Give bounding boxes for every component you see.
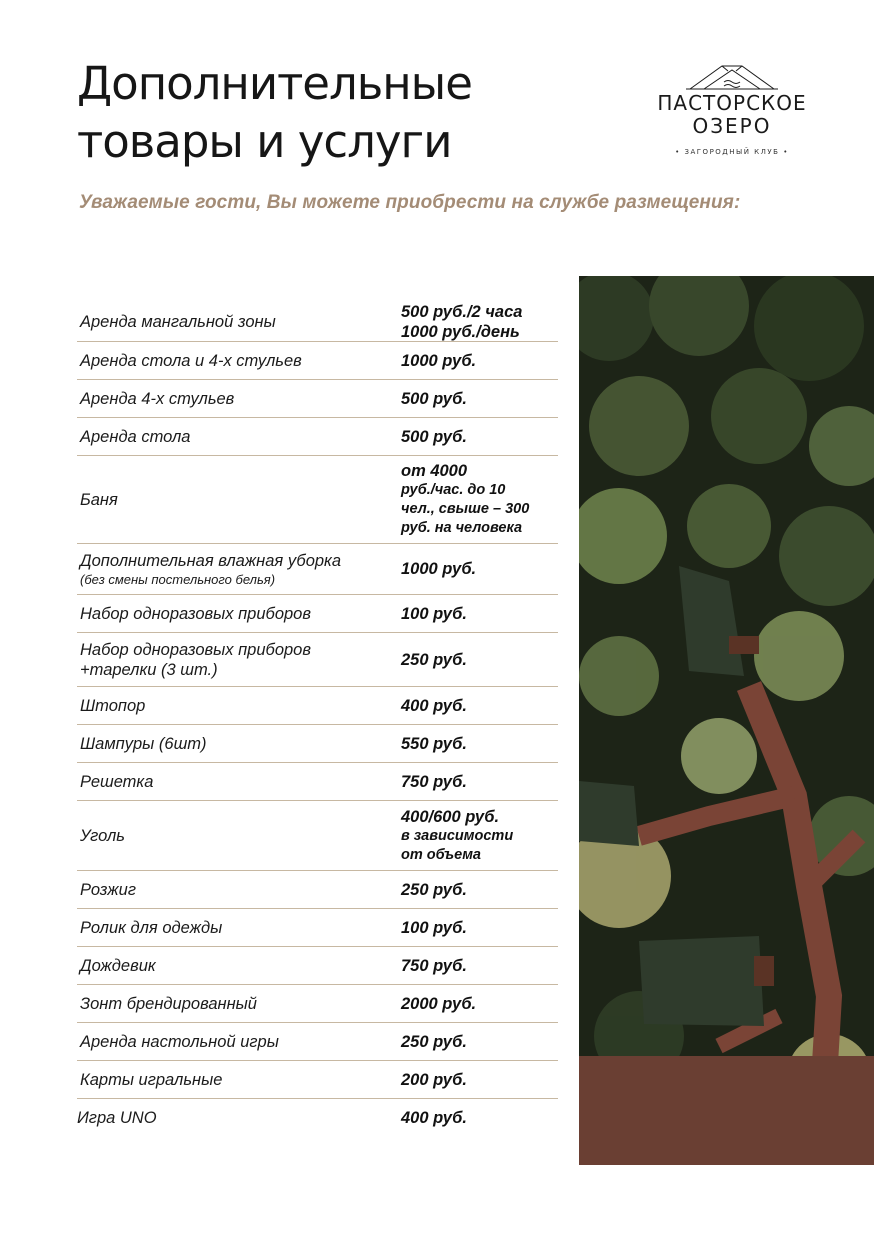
title-line-2: товары и услуги — [77, 115, 452, 168]
item-price: 250 руб. — [401, 1032, 467, 1051]
item-name: Решетка — [80, 772, 154, 791]
table-row — [77, 985, 558, 1023]
item-price: 100 руб. — [401, 918, 467, 937]
page-subtitle: Уважаемые гости, Вы можете приобрести на службе размещения: — [79, 192, 741, 213]
logo-name-line-1: ПАСТОРСКОЕ — [657, 91, 807, 115]
aerial-forest-photo — [579, 276, 874, 1165]
item-name: Аренда стола и 4-х стульев — [80, 351, 302, 370]
brand-logo — [652, 62, 812, 172]
item-name: Игра UNO — [77, 1109, 157, 1127]
item-price: от 4000 руб./час. до 10 чел., свыше – 300 руб. на человека — [401, 462, 530, 536]
price-table — [77, 303, 558, 1137]
logo-name-line-2: ОЗЕРО — [692, 114, 772, 138]
item-name: Розжиг — [80, 880, 136, 899]
table-row — [77, 342, 558, 380]
item-name: Ролик для одежды — [80, 918, 223, 937]
table-row — [77, 456, 558, 544]
item-name: Аренда 4-х стульев — [80, 389, 235, 408]
item-name: Набор одноразовых приборов — [80, 604, 311, 623]
page-title — [77, 55, 597, 171]
item-price: 500 руб. — [401, 427, 467, 446]
item-price: 750 руб. — [401, 772, 467, 791]
table-row — [77, 595, 558, 633]
table-row — [77, 633, 558, 687]
item-name: Аренда мангальной зоны — [80, 313, 276, 331]
table-row — [77, 1023, 558, 1061]
item-name: Зонт брендированный — [80, 994, 257, 1013]
table-row — [77, 725, 558, 763]
item-price: 250 руб. — [401, 880, 467, 899]
item-price: 400 руб. — [401, 1109, 467, 1127]
cabin-logo-icon — [684, 62, 780, 90]
item-price: 500 руб./2 часа 1000 руб./день — [401, 303, 523, 341]
table-row — [77, 380, 558, 418]
item-price: 100 руб. — [401, 604, 467, 623]
item-name: Уголь — [80, 826, 125, 845]
table-row — [77, 1061, 558, 1099]
item-name: Дождевик — [80, 956, 156, 975]
item-price: 1000 руб. — [401, 560, 477, 578]
item-name: Баня — [80, 490, 118, 509]
item-note: (без смены постельного белья) — [80, 571, 276, 587]
item-name: Аренда настольной игры — [80, 1032, 279, 1051]
title-line-1: Дополнительные — [77, 57, 472, 110]
item-name: Штопор — [80, 696, 146, 715]
item-name: Карты игральные — [80, 1070, 223, 1089]
table-row — [77, 418, 558, 456]
item-price: 200 руб. — [401, 1070, 467, 1089]
table-row — [77, 763, 558, 801]
table-row — [77, 801, 558, 871]
item-price: 550 руб. — [401, 734, 467, 753]
item-price: 500 руб. — [401, 389, 467, 408]
item-name: Шампуры (6шт) — [80, 734, 207, 753]
table-row — [77, 1099, 558, 1137]
table-row — [77, 303, 558, 342]
item-price: 250 руб. — [401, 650, 467, 669]
table-row — [77, 947, 558, 985]
logo-tagline: • ЗАГОРОДНЫЙ КЛУБ • — [675, 148, 789, 156]
item-name: Дополнительная влажная уборка (без смены постельного белья) — [77, 551, 401, 588]
table-row — [77, 687, 558, 725]
table-row — [77, 544, 558, 595]
item-price: 1000 руб. — [401, 351, 477, 370]
item-price: 400 руб. — [401, 696, 467, 715]
item-name: Аренда стола — [80, 427, 191, 446]
item-price: 400/600 руб. в зависимости от объема — [401, 807, 514, 863]
table-row — [77, 871, 558, 909]
forest-cabins-illustration — [579, 276, 874, 1165]
item-name: Набор одноразовых приборов +тарелки (3 шт.) — [80, 640, 311, 679]
item-price: 750 руб. — [401, 956, 467, 975]
item-price: 2000 руб. — [401, 994, 477, 1013]
table-row — [77, 909, 558, 947]
